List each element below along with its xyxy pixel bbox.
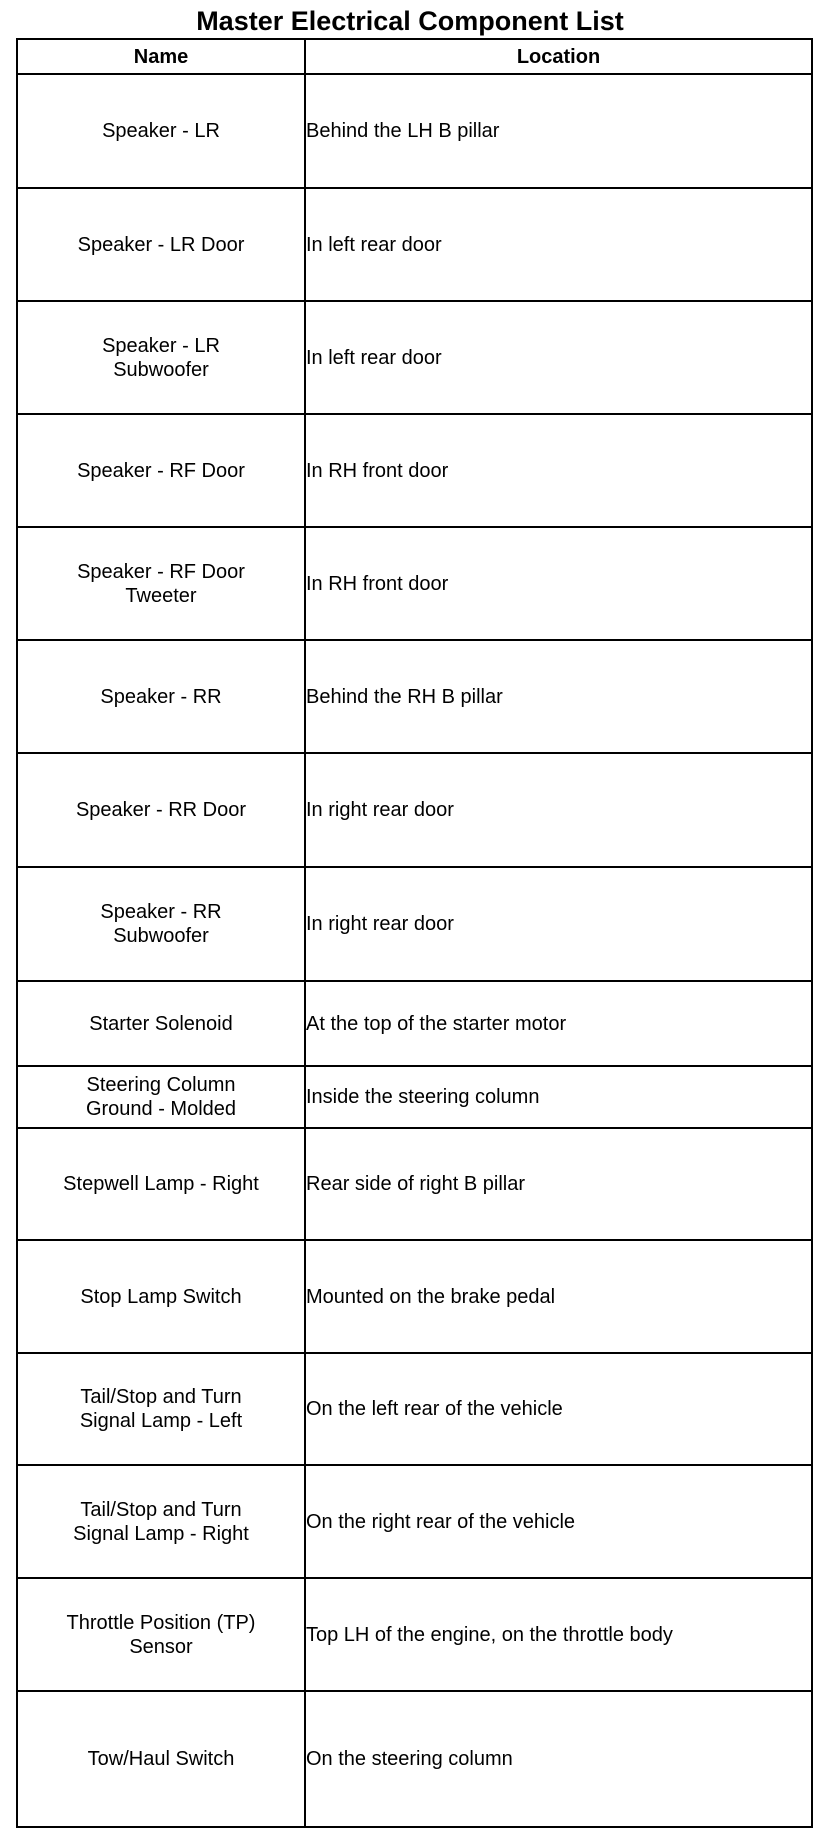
- component-name-line: Tow/Haul Switch: [87, 1748, 235, 1771]
- component-name-cell: [17, 753, 305, 866]
- name-header: Name: [17, 39, 305, 74]
- component-name-line: Speaker - LR Door: [77, 233, 245, 256]
- header-row: [17, 39, 812, 74]
- component-location-cell: On the right rear of the vehicle: [305, 1465, 812, 1578]
- component-name-cell: [17, 1465, 305, 1578]
- component-location-cell: Inside the steering column: [305, 1066, 812, 1128]
- component-name-cell: [17, 1066, 305, 1128]
- location-header: Location: [305, 39, 812, 74]
- table-row: [17, 640, 812, 753]
- table-row: [17, 981, 812, 1067]
- component-location-cell: Mounted on the brake pedal: [305, 1240, 812, 1353]
- component-name-cell: [17, 301, 305, 414]
- component-name-line: Steering Column: [86, 1074, 236, 1097]
- component-name-line: Speaker - RR Door: [75, 798, 247, 821]
- component-location-cell: On the left rear of the vehicle: [305, 1353, 812, 1465]
- component-name-cell: [17, 188, 305, 301]
- component-name-line: Starter Solenoid: [89, 1012, 233, 1035]
- component-location-cell: In left rear door: [305, 188, 812, 301]
- component-name-line: Tweeter: [125, 584, 197, 607]
- component-name-cell: [17, 981, 305, 1067]
- component-location-cell: In RH front door: [305, 414, 812, 527]
- table-row: [17, 1128, 812, 1240]
- table-row: [17, 301, 812, 414]
- component-name-line: Stepwell Lamp - Right: [63, 1173, 259, 1196]
- table-row: [17, 1691, 812, 1827]
- component-name-line: Signal Lamp - Left: [79, 1410, 243, 1433]
- component-name-line: Speaker - RR: [100, 900, 222, 923]
- component-location-cell: In right rear door: [305, 753, 812, 866]
- table-row: [17, 1240, 812, 1353]
- component-name-line: Stop Lamp Switch: [80, 1285, 242, 1308]
- component-name-cell: [17, 867, 305, 981]
- component-table: [16, 38, 813, 1828]
- component-name-cell: [17, 1240, 305, 1353]
- component-name-cell: [17, 1128, 305, 1240]
- component-name-cell: [17, 640, 305, 753]
- component-name-line: Speaker - RF Door: [77, 459, 245, 482]
- table-row: [17, 1066, 812, 1128]
- table-row: [17, 527, 812, 640]
- table-body: [17, 74, 812, 1827]
- component-name-line: Throttle Position (TP): [66, 1611, 256, 1634]
- component-location-cell: At the top of the starter motor: [305, 981, 812, 1067]
- table-row: [17, 1578, 812, 1691]
- component-name-cell: [17, 527, 305, 640]
- component-location-cell: In left rear door: [305, 301, 812, 414]
- component-name-cell: [17, 74, 305, 188]
- component-location-cell: Rear side of right B pillar: [305, 1128, 812, 1240]
- component-name-cell: [17, 414, 305, 527]
- component-location-cell: Behind the LH B pillar: [305, 74, 812, 188]
- component-name-line: Speaker - RF Door: [77, 560, 245, 583]
- table-row: [17, 1465, 812, 1578]
- component-name-line: Ground - Molded: [85, 1098, 237, 1121]
- component-name-line: Subwoofer: [113, 358, 209, 381]
- table-row: [17, 753, 812, 866]
- table-row: [17, 1353, 812, 1465]
- component-name-cell: [17, 1578, 305, 1691]
- component-name-line: Speaker - LR: [102, 120, 220, 143]
- component-name-line: Tail/Stop and Turn: [80, 1498, 242, 1521]
- page-title: Master Electrical Component List: [196, 6, 624, 36]
- component-location-cell: In RH front door: [305, 527, 812, 640]
- component-name-cell: [17, 1353, 305, 1465]
- component-name-line: Speaker - LR: [102, 334, 220, 357]
- component-location-cell: In right rear door: [305, 867, 812, 981]
- component-name-line: Speaker - RR: [100, 685, 222, 708]
- component-location-cell: Top LH of the engine, on the throttle body: [305, 1578, 812, 1691]
- component-location-cell: Behind the RH B pillar: [305, 640, 812, 753]
- component-name-line: Tail/Stop and Turn: [80, 1386, 242, 1409]
- table-row: [17, 414, 812, 527]
- component-name-cell: [17, 1691, 305, 1827]
- table-row: [17, 188, 812, 301]
- component-name-line: Signal Lamp - Right: [73, 1522, 249, 1545]
- table-row: [17, 74, 812, 188]
- table-row: [17, 867, 812, 981]
- component-name-line: Subwoofer: [113, 924, 209, 947]
- component-name-line: Sensor: [129, 1635, 193, 1658]
- component-location-cell: On the steering column: [305, 1691, 812, 1827]
